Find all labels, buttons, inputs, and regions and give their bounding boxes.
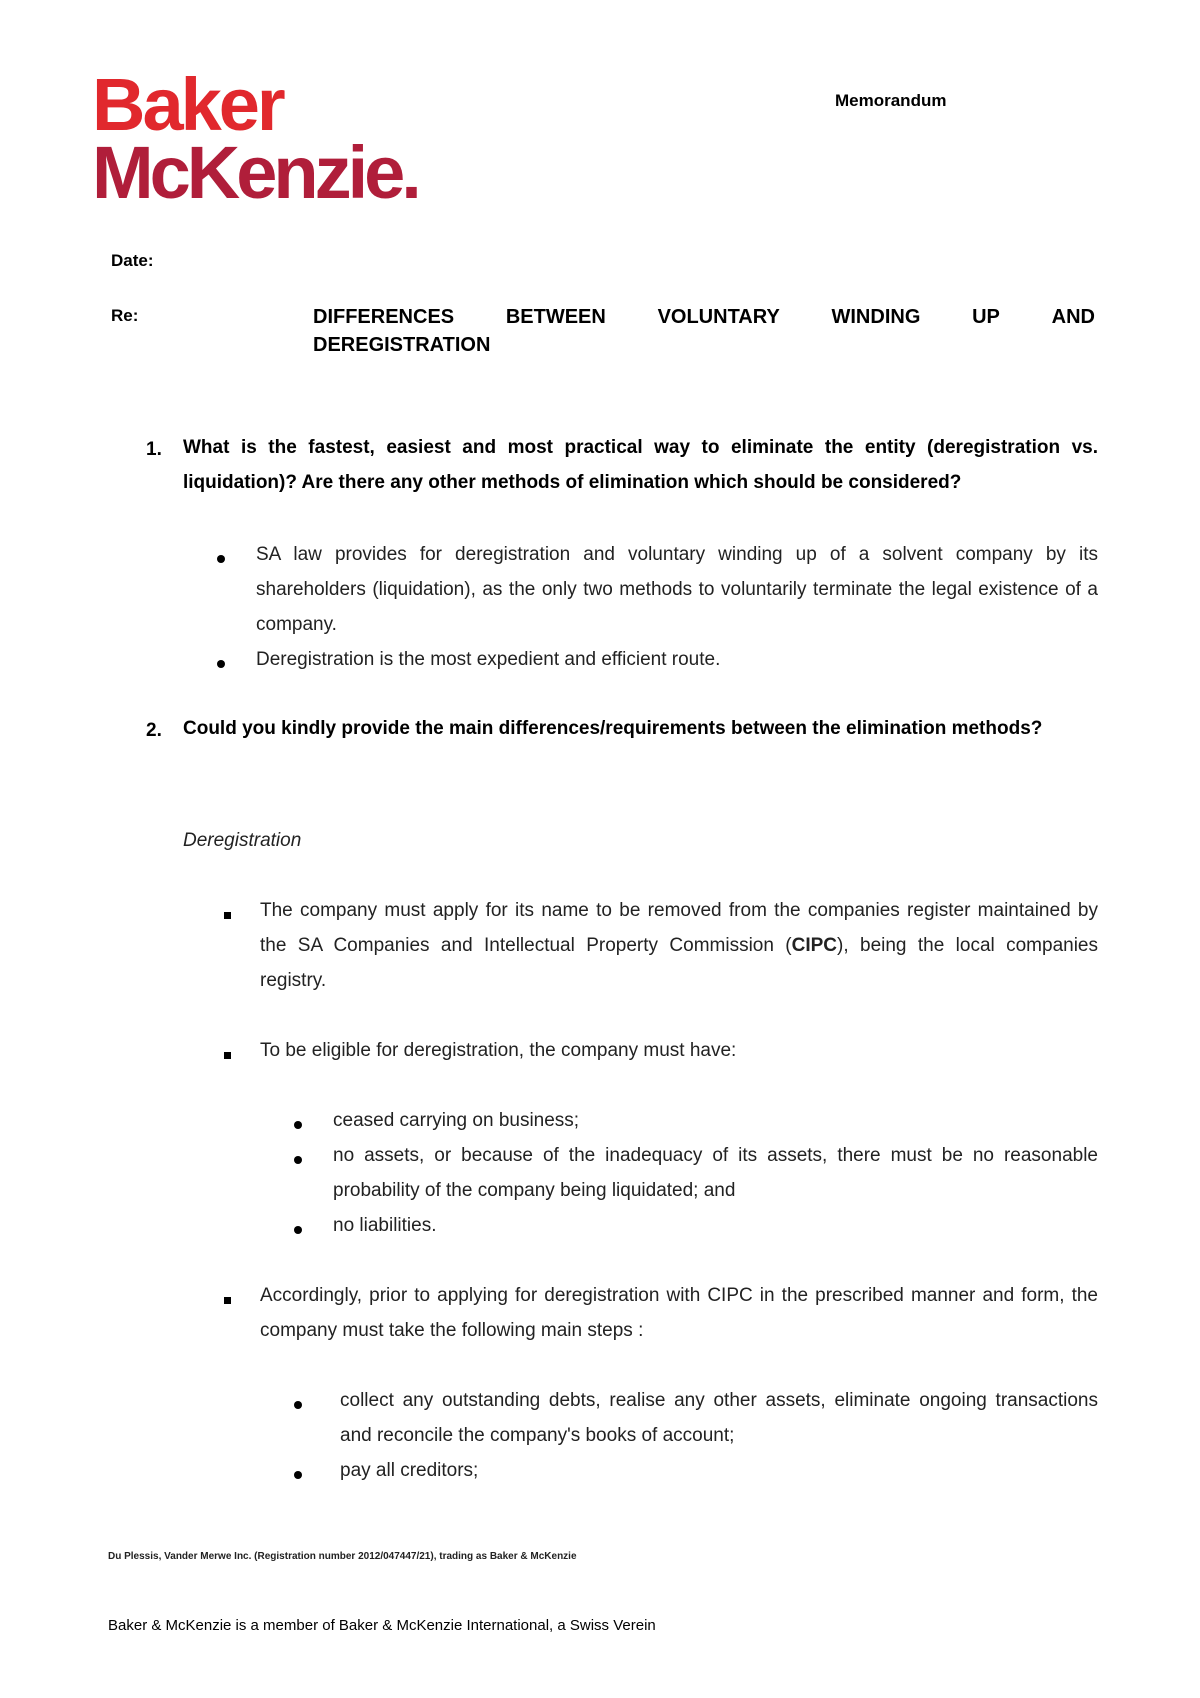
bullet-icon <box>294 1396 302 1414</box>
dereg-item-2-sub-3: no liabilities. <box>333 1215 437 1236</box>
logo-line-2: McKenzie. <box>92 131 418 214</box>
subject-word: UP <box>972 306 1000 328</box>
subject-heading <box>313 303 1095 359</box>
dereg-item-2-sub-1: ceased carrying on business; <box>333 1110 580 1131</box>
question-2-number: 2. <box>146 720 162 741</box>
subject-word: BETWEEN <box>505 306 606 328</box>
bullet-icon <box>217 550 225 568</box>
bullet-icon <box>294 1466 302 1484</box>
re-label: Re: <box>111 306 139 325</box>
dereg-item-2: To be eligible for deregistration, the company must have: <box>260 1040 737 1061</box>
subject-line-2: DEREGISTRATION <box>313 334 491 356</box>
bullet-icon <box>294 1151 302 1169</box>
q1-bullet-1: SA law provides for deregistration and voluntary winding up of a solvent company by its shareholders (liquidation), as the only two methods to voluntarily terminate the legal existence of a company. <box>256 544 1098 635</box>
dereg-item-2-sub-2: no assets, or because of the inadequacy of its assets, there must be no reasonable probability of the company being liquidated; and <box>333 1145 1098 1201</box>
bullet-icon <box>294 1221 302 1239</box>
subject-word: DIFFERENCES <box>313 306 455 328</box>
footer-membership: Baker & McKenzie is a member of Baker & McKenzie International, a Swiss Verein <box>108 1617 656 1634</box>
question-2-text: Could you kindly provide the main differences/requirements between the elimination methods? <box>183 718 1043 739</box>
bullet-icon <box>294 1116 302 1134</box>
square-bullet-icon <box>224 906 231 924</box>
footer-registration: Du Plessis, Vander Merwe Inc. (Registration number 2012/047447/21), trading as Baker & McKenzie <box>108 1551 577 1562</box>
baker-mckenzie-logo <box>92 63 492 218</box>
subject-word: AND <box>1051 306 1095 328</box>
dereg-item-3-sub-2: pay all creditors; <box>340 1460 479 1481</box>
dereg-item-1: The company must apply for its name to be removed from the companies register maintained by the SA Companies and Intellectual Property Commission (CIPC), being the local companies registry. <box>260 900 1098 991</box>
square-bullet-icon <box>224 1046 231 1064</box>
subject-line-1 <box>313 303 1095 331</box>
square-bullet-icon <box>224 1291 231 1309</box>
subject-word: WINDING <box>831 306 921 328</box>
bullet-icon <box>217 655 225 673</box>
question-1-number: 1. <box>146 439 162 460</box>
date-label: Date: <box>111 251 154 270</box>
document-type: Memorandum <box>835 91 947 110</box>
dereg-item-3-sub-1: collect any outstanding debts, realise any other assets, eliminate ongoing transactions and reconcile the company's books of account; <box>340 1390 1098 1446</box>
dereg-item-3: Accordingly, prior to applying for deregistration with CIPC in the prescribed manner and form, the company must take the following main steps : <box>260 1285 1098 1341</box>
logo-line-1: Baker <box>92 63 283 146</box>
question-1-text: What is the fastest, easiest and most practical way to eliminate the entity (deregistration vs. liquidation)? Are there any other methods of elimination which should be considered? <box>183 437 1098 493</box>
q1-bullet-2: Deregistration is the most expedient and efficient route. <box>256 649 721 670</box>
cipc-abbrev: CIPC <box>791 935 838 956</box>
subject-word: VOLUNTARY <box>657 306 780 328</box>
deregistration-subheading: Deregistration <box>183 830 302 851</box>
